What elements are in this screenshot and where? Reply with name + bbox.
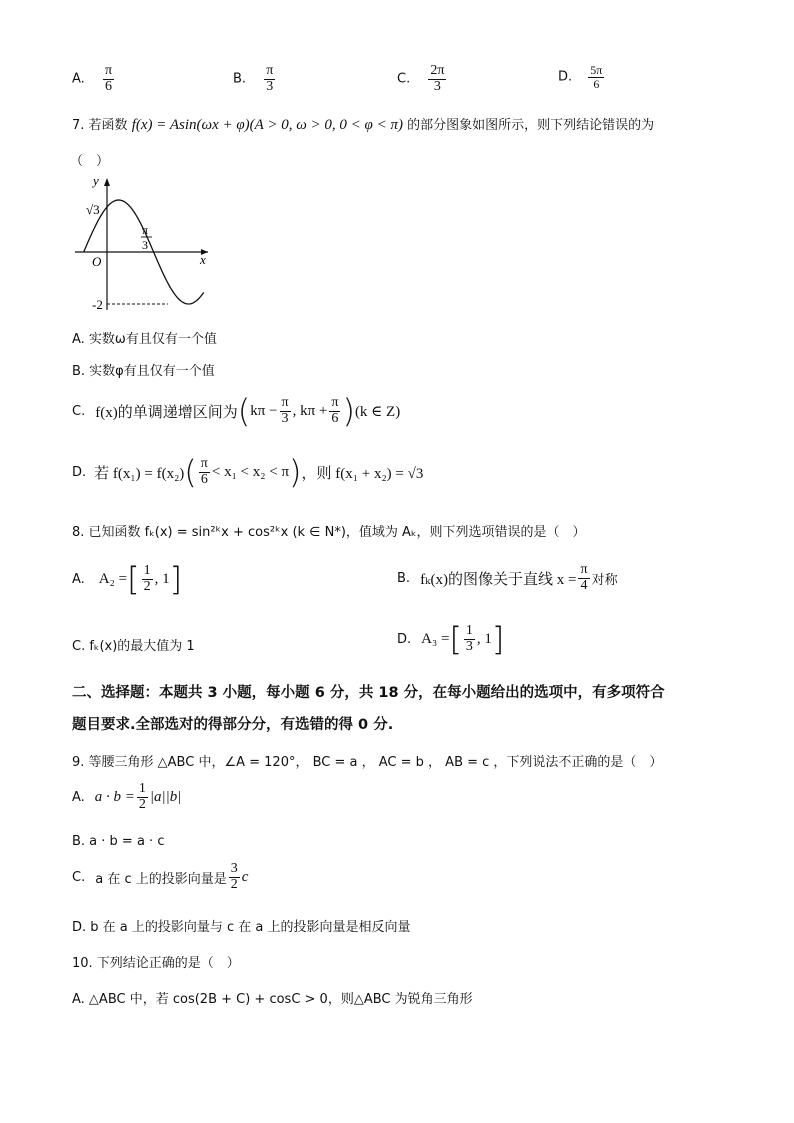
section2-heading-line2: 题目要求.全部选对的得部分分，有选错的得 0 分.: [72, 717, 394, 733]
q8-b-pre: fₖ(x)的图像关于直线 x =: [420, 571, 577, 588]
q6-option-c-label: C.: [397, 71, 411, 87]
q7-c-frac2: [329, 396, 340, 426]
q6-option-b-label: B.: [233, 71, 247, 87]
q8-a-label: A.: [72, 571, 85, 587]
q7-c-tail: (k ∈ Z): [354, 403, 401, 420]
q9-c-label: C.: [72, 869, 86, 885]
q9-a-den: 2: [138, 796, 146, 812]
q7-d-label: D.: [72, 464, 87, 480]
q7-answer-paren: （ ）: [70, 154, 110, 169]
q9-stem: 9. 等腰三角形 △ABC 中，∠A = 120°， BC = a ， AC = b ， AB = c ，下列说法不正确的是（ ）: [72, 755, 663, 770]
q8-option-d: [397, 620, 505, 658]
q9-a-post: |a||b|: [149, 788, 182, 805]
q7-number: 7. 若函数: [72, 118, 128, 133]
q7-c-frac1: [280, 396, 291, 426]
q8-d-post: , 1: [476, 630, 492, 647]
q8-d-open-bracket: [: [449, 620, 462, 658]
q7-c-frac2-den: 6: [331, 410, 339, 426]
q7-option-b: B. 实数φ有且仅有一个值: [72, 364, 215, 379]
q7-c-open-paren: (: [237, 392, 251, 430]
q9-a-pre: a · b =: [94, 788, 135, 805]
q7-sine-graph: [70, 168, 215, 313]
q6-option-a: [72, 64, 116, 94]
q8-b-num: π: [580, 562, 588, 577]
q7-c-frac1-den: 3: [281, 410, 289, 426]
q9-option-a: [72, 782, 181, 812]
q6-option-b-fraction: [264, 64, 275, 94]
x-axis-label: x: [200, 252, 206, 267]
q6-b-num: π: [266, 63, 274, 78]
q6-option-d-fraction: [588, 64, 604, 90]
q6-option-d: [558, 64, 606, 90]
q6-a-num: π: [104, 63, 113, 78]
q7-stem: [72, 114, 654, 134]
q8-d-close-bracket: ]: [491, 620, 505, 658]
q9-c-post: c: [241, 868, 249, 885]
q7-c-k1: kπ −: [250, 402, 278, 419]
q8-d-label: D.: [397, 631, 412, 647]
q7-formula: f(x) = Asin(ωx + φ)(A > 0, ω > 0, 0 < φ < π): [131, 117, 403, 133]
q7-d-open-paren: (: [184, 453, 197, 491]
q6-b-den: 3: [266, 78, 274, 94]
y-axis-arrow: [104, 178, 110, 186]
q9-option-b: B. a · b = a · c: [72, 834, 165, 849]
q8-a-pre: A₂ =: [98, 570, 128, 587]
q6-c-num: 2π: [430, 63, 445, 78]
q6-option-a-fraction: [103, 64, 114, 94]
q6-c-den: 3: [433, 78, 441, 94]
q7-c-pre: f(x)的单调递增区间为: [95, 404, 238, 421]
q9-a-frac: [137, 782, 148, 812]
q9-option-c: [72, 862, 248, 892]
q7-d-frac-num: π: [200, 455, 208, 471]
origin-label: O: [92, 254, 102, 269]
q8-option-b: [397, 563, 618, 593]
q8-a-close-bracket: ]: [169, 560, 183, 598]
q9-c-den: 2: [230, 876, 238, 892]
q9-c-frac: [229, 862, 240, 892]
q6-option-d-label: D.: [558, 69, 573, 85]
q6-a-den: 6: [104, 78, 112, 94]
q10-option-a: A. △ABC 中，若 cos(2B + C) + cosC > 0，则△ABC 为锐角三角形: [72, 992, 473, 1007]
q8-a-num: 1: [143, 562, 151, 578]
q8-a-post: , 1: [154, 570, 170, 587]
q7-c-label: C.: [72, 403, 86, 419]
q7-option-a: A. 实数ω有且仅有一个值: [72, 332, 217, 347]
q8-a-open-bracket: [: [127, 560, 140, 598]
section2-heading-line1: 二、选择题：本题共 3 小题，每小题 6 分，共 18 分，在每小题给出的选项中，有多项符合: [72, 685, 665, 701]
q7-tail: 的部分图象如图所示，则下列结论错误的为: [407, 118, 655, 133]
q7-d-ineq: < x₁ < x₂ < π: [211, 463, 290, 480]
q9-c-pre: a 在 c 上的投影向量是: [95, 871, 227, 887]
q6-d-num: 5π: [590, 63, 603, 77]
q8-a-den: 2: [143, 578, 151, 594]
q7-c-k2: , kπ +: [292, 402, 328, 419]
q6-option-a-label: A.: [72, 71, 85, 87]
y-axis-label: y: [93, 173, 99, 188]
q7-c-frac2-num: π: [331, 394, 339, 410]
q6-option-c-fraction: [428, 64, 446, 94]
q8-option-a: [72, 560, 183, 598]
q7-d-pre: 若 f(x₁) = f(x₂): [94, 465, 185, 482]
q8-d-pre: A₃ =: [421, 630, 450, 647]
q7-c-close-paren: ): [342, 392, 355, 430]
q7-option-c: [72, 392, 401, 430]
q8-d-den: 3: [465, 638, 473, 654]
q9-c-num: 3: [230, 861, 238, 876]
q7-option-d: [72, 453, 424, 491]
neg2-label: -2: [92, 297, 103, 312]
q7-d-tail: ，则 f(x₁ + x₂) = √3: [301, 465, 424, 482]
q10-stem: 10. 下列结论正确的是（ ）: [72, 956, 240, 971]
q8-stem: 8. 已知函数 fₖ(x) = sin²ᵏx + cos²ᵏx (k ∈ N*)，值域为 Aₖ，则下列选项错误的是（ ）: [72, 525, 586, 540]
q9-a-num: 1: [138, 781, 146, 796]
q6-d-den: 6: [593, 76, 600, 91]
three-label: 3: [142, 238, 148, 252]
q9-a-label: A.: [72, 789, 85, 805]
q7-c-frac1-num: π: [281, 394, 289, 410]
q8-a-frac: [142, 564, 153, 594]
q7-d-close-paren: ): [289, 453, 302, 491]
q8-option-c: C. fₖ(x)的最大值为 1: [72, 639, 195, 654]
q8-d-num: 1: [465, 622, 473, 638]
q7-d-frac: [199, 457, 210, 487]
q9-option-d: D. b 在 a 上的投影向量与 c 在 a 上的投影向量是相反向量: [72, 920, 411, 935]
q8-b-label: B.: [397, 570, 411, 586]
pi-label: π: [142, 223, 149, 237]
q6-option-b: [233, 64, 277, 94]
q8-b-post: 对称: [591, 572, 618, 588]
q6-option-c: [397, 64, 448, 94]
q8-d-frac: [464, 624, 475, 654]
sqrt3-label: √3: [86, 202, 100, 217]
q8-b-frac: [578, 563, 589, 593]
q7-d-frac-den: 6: [200, 471, 208, 487]
q8-b-den: 4: [580, 577, 588, 593]
